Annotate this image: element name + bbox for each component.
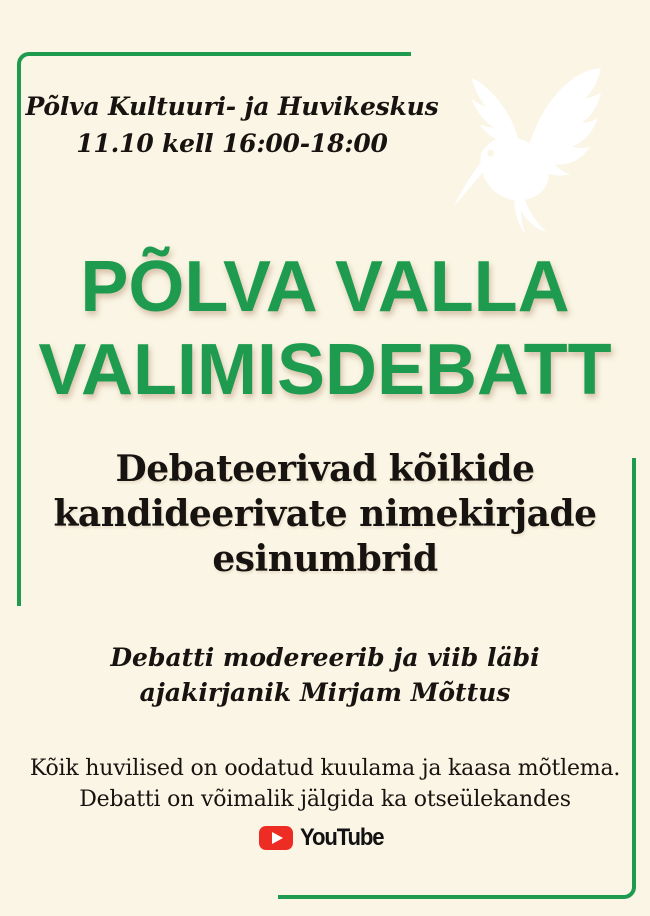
footer-block	[0, 753, 650, 815]
moderator-block	[0, 640, 650, 710]
moderator-line-2: ajakirjanik Mirjam Mõttus	[139, 678, 511, 707]
youtube-logo	[0, 824, 650, 852]
venue-name: Põlva Kultuuri- ja Huvikeskus	[25, 92, 439, 121]
footer-line-2: Debatti on võimalik jälgida ka otseülekandes	[79, 787, 571, 812]
subtitle-line-2: kandideerivate nimekirjade	[53, 493, 597, 535]
youtube-wordmark: YouTube	[300, 824, 384, 851]
header-block	[16, 88, 448, 162]
footer-line-1: Kõik huvilised on oodatud kuulama ja kaasa mõtlema.	[29, 756, 621, 781]
hummingbird-icon	[448, 62, 610, 238]
subtitle-line-1: Debateerivad kõikide	[115, 448, 535, 490]
title-line-1: PÕLVA VALLA	[80, 247, 570, 327]
title-line-2: VALIMISDEBATT	[38, 330, 612, 410]
youtube-play-icon	[259, 826, 293, 850]
moderator-line-1: Debatti modereerib ja viib läbi	[110, 643, 540, 672]
event-datetime: 11.10 kell 16:00-18:00	[76, 129, 388, 158]
subtitle-block	[0, 447, 650, 582]
page-title	[0, 246, 650, 412]
play-triangle-icon	[272, 832, 283, 844]
subtitle-line-3: esinumbrid	[212, 538, 438, 580]
